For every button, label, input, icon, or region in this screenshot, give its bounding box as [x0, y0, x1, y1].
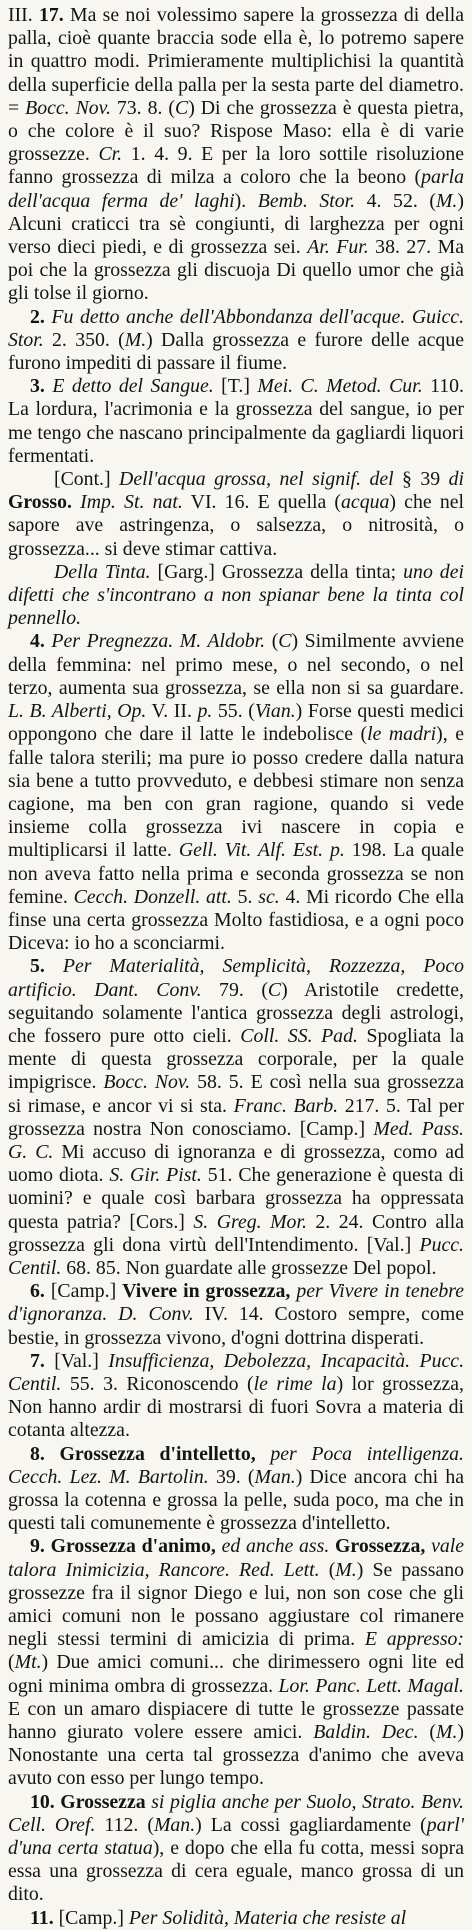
- body-text: (: [418, 1721, 436, 1744]
- italic-text: C: [278, 630, 292, 653]
- body-text: Mi accuso di ignoranza e di grossezza, como ad uomo diota.: [8, 1140, 464, 1187]
- body-text: 2. 24. Contro alla grossezza gli dona virtù dell'Intendimento. [Val.]: [8, 1210, 464, 1256]
- body-text: (: [265, 630, 279, 653]
- body-text: [T.]: [213, 375, 258, 398]
- body-text: ) Dalla grossezza e furore delle acque furono impediti di passare il fiume.: [8, 328, 464, 375]
- body-text: 51. Che generazione è questa di uomini? e quale così barbara grossezza ha oppressata questa patria? [Cors.]: [8, 1164, 464, 1233]
- bold-text: 7.: [30, 1349, 55, 1372]
- dictionary-paragraph: [8, 4, 464, 306]
- body-text: Ma se noi volessimo sapere la grossezza di della palla, cioè quante braccia sode ella è, lo potremo sapere in quattro modi. Primieramente multiplichisi la quantità della superficie della palla per la sesta parte del diametro. =: [8, 4, 465, 119]
- italic-text: per Poca intelligenza. Cecch. Lez. M. Bartolin.: [8, 1442, 464, 1488]
- body-text: ) Alcuni craticci tra sè congiunti, di larghezza per ogni verso dieci piedi, e di grossezza sei.: [8, 189, 464, 259]
- italic-text: Man.: [153, 1813, 196, 1836]
- bold-text: Grosso.: [8, 491, 72, 514]
- body-text: ).: [234, 189, 258, 212]
- italic-text: le madri: [367, 723, 437, 746]
- italic-text: Ar. Fur.: [307, 236, 369, 259]
- italic-text: M.: [124, 328, 147, 351]
- italic-text: Cecch. Donzell. att.: [73, 885, 232, 908]
- body-text: ) Forse questi medici oppongono che dare il latte le indebolisce (: [8, 700, 464, 746]
- italic-text: acqua: [341, 491, 390, 514]
- bold-text: 2.: [30, 305, 52, 328]
- body-text: 68. 85. Non guardate alle grossezze Del popol.: [61, 1256, 437, 1279]
- italic-text: M.: [435, 189, 458, 212]
- body-text: ) Aristotile credette, seguitando solamente l'antica grossezza degli astrologi, che fossero pure otto cieli.: [8, 978, 464, 1047]
- dictionary-paragraph: [8, 1535, 464, 1790]
- body-text: [Cont.]: [54, 468, 120, 491]
- italic-text: Pucc. Centil.: [8, 1233, 464, 1279]
- body-text: 73. 8. (: [110, 96, 175, 119]
- bold-text: Vivere in grossezza,: [122, 1280, 297, 1303]
- dictionary-paragraph: [8, 630, 464, 955]
- italic-text: Man.: [254, 1465, 296, 1488]
- italic-text: C: [267, 978, 282, 1001]
- body-text: ) lor grossezza, Non hanno ardir di mostrarsi di fuori Sovra a materia di cotanta altezza.: [8, 1372, 465, 1442]
- body-text: ) Similmente avviene della femmina: nel primo mese, o nel secondo, o nel terzo, aumenta sua grossezza, se ella non si sa guardare.: [8, 630, 464, 699]
- body-text: 55. (: [212, 700, 255, 723]
- dictionary-paragraph: [8, 375, 464, 468]
- italic-text: parl' d'una certa statua: [8, 1813, 464, 1860]
- italic-text: vale talora Inimicizia, Rancore. Red. Lett.: [8, 1535, 465, 1581]
- dictionary-paragraph: [8, 1907, 464, 1930]
- italic-text: uno dei difetti che s'incontrano a non spianar bene la tinta col pennello.: [8, 560, 464, 630]
- body-text: 39. (: [208, 1465, 255, 1488]
- body-text: § 39: [393, 468, 449, 491]
- italic-text: C: [174, 96, 189, 119]
- body-text: [Val.]: [54, 1349, 109, 1372]
- body-text: 4. 52. (: [355, 189, 436, 212]
- italic-text: di: [448, 468, 464, 491]
- body-text: IV. 14. Costoro sempre, come bestie, in grossezza vivono, d'ogni dottrina disperati.: [8, 1303, 465, 1349]
- italic-text: Dell'acqua grossa, nel signif. del: [119, 468, 394, 491]
- body-text: 2. 350. (: [43, 328, 125, 351]
- italic-text: le rime la: [253, 1372, 337, 1395]
- bold-text: 8. Grossezza d'intelletto,: [30, 1442, 271, 1465]
- body-text: 110. La lordura, l'acrimonia e la grossezza del sangue, io per me tengo che nascano principalmente da gagliardi liquori fermentati.: [8, 375, 464, 467]
- italic-text: Fu detto anche dell'Abbondanza dell'acque. Guicc. Stor.: [8, 305, 465, 351]
- italic-text: M.: [335, 1558, 357, 1581]
- body-text: [Camp.]: [58, 1906, 129, 1929]
- italic-text: Per Solidità, Materia che resiste al: [128, 1906, 407, 1929]
- italic-text: Lor. Panc. Lett. Magal.: [278, 1674, 464, 1697]
- body-text: ) Nonostante una certa tal grossezza d'animo che aveva avuto con esso per lungo tempo.: [8, 1721, 464, 1790]
- body-text: ) Due amici comuni... che dirimessero ogni lite ed ogni minima ombra di grossezza.: [8, 1651, 464, 1697]
- italic-text: Bemb. Stor.: [257, 189, 356, 212]
- body-text: [Garg.] Grossezza della tinta;: [150, 560, 404, 583]
- dictionary-paragraph: [8, 1280, 464, 1350]
- italic-text: M.: [435, 1721, 458, 1744]
- body-text: 5.: [231, 885, 259, 908]
- bold-text: 4.: [30, 630, 52, 653]
- italic-text: Insufficienza, Debolezza, Incapacità. Pucc. Centil.: [8, 1349, 465, 1395]
- body-text: ) Se passano grossezze fra il signor Diego e lui, non son cose che gli amici comuni non le possano aggiustare col rimanere negli stessi termini di amicizia di prima.: [8, 1558, 464, 1651]
- body-text: (: [319, 1558, 336, 1581]
- body-text: V. II.: [146, 700, 198, 723]
- body-text: 4. Mi ricordo Che ella finse una certa grossezza Molto fastidiosa, e a ogni poco Diceva: io ho a sconciarmi.: [8, 885, 465, 955]
- body-text: 79. (: [201, 978, 268, 1001]
- body-text: [72, 491, 80, 513]
- italic-text: E appresso:: [364, 1628, 464, 1651]
- italic-text: parla dell'acqua ferma de' laghi: [8, 166, 464, 212]
- body-text: VI. 16. E quella (: [182, 491, 342, 514]
- body-text: III.: [8, 4, 39, 26]
- italic-text: Coll. SS. Pad.: [240, 1024, 358, 1047]
- italic-text: Med. Pass. G. C.: [8, 1117, 465, 1163]
- italic-text: Per Materialità, Semplicità, Rozzezza, Poco artificio. Dant. Conv.: [8, 955, 465, 1001]
- italic-text: Cr.: [98, 143, 123, 166]
- italic-text: sc.: [258, 885, 280, 908]
- italic-text: S. Gir. Pist.: [109, 1164, 202, 1187]
- body-text: 217. 5. Tal per grossezza nostra Non conosciamo. [Camp.]: [8, 1094, 464, 1140]
- italic-text: Baldin. Dec.: [313, 1721, 419, 1744]
- body-text: 58. 5. E così nella sua grossezza si rimase, e ancor vi si sta.: [8, 1071, 464, 1117]
- italic-text: Franc. Barb.: [233, 1094, 339, 1117]
- body-text: ), e falle talora sterili; ma pure io posso credere dalla natura sia bene a tutto provveduto, e debbesi stimare non senza cagione, ma ben con gran ragione, quando si vede insieme colla grossezza ivi nascere in copia e multiplicarsi il latte.: [8, 723, 464, 862]
- body-text: ) che nel sapore ave astringenza, o salsezza, o nitrosità, o grossezza... si deve stimar cattiva.: [8, 491, 464, 560]
- body-text: (: [8, 1651, 15, 1674]
- italic-text: Per Pregnezza. M. Aldobr.: [51, 630, 266, 653]
- bold-text: Grossezza,: [335, 1535, 432, 1558]
- body-text: 112. (: [95, 1813, 154, 1836]
- dictionary-paragraph: [8, 561, 464, 631]
- bold-text: 6.: [30, 1280, 51, 1303]
- dictionary-paragraph: [8, 306, 464, 376]
- dictionary-paragraph: [8, 1350, 464, 1443]
- body-text: 198. La quale non aveva fatto nella prima e seconda grossezza se non femine.: [8, 839, 465, 908]
- body-text: 38. 27. Ma poi che la grossezza gli discuoja Di quello umor che già gli tolse il giorno.: [8, 236, 464, 305]
- body-text: 1. 4. 9. E per la loro sottile risoluzione fanno grossezza di milza a coloro che la beono (: [8, 143, 465, 189]
- dictionary-paragraph: [8, 468, 464, 561]
- italic-text: S. Greg. Mor.: [193, 1210, 307, 1233]
- body-text: ), e dopo che ella fu cotta, messi sopra essa una grossezza di cera eguale, manco grossa di un dito.: [8, 1837, 464, 1906]
- italic-text: Vian.: [254, 700, 296, 723]
- body-text: ) Dice ancora chi ha grossa la cotenna e grossa la pelle, suda poco, ma che in questi tali comunemente è grossezza d'intelletto.: [8, 1465, 464, 1535]
- bold-text: 5.: [30, 955, 63, 978]
- body-text: Spogliata la mente di questa grossezza corporale, per la quale impigrisce.: [8, 1024, 464, 1094]
- bold-text: 3.: [30, 375, 53, 398]
- italic-text: L. B. Alberti, Op.: [8, 700, 147, 723]
- bold-text: 11.: [30, 1906, 59, 1929]
- italic-text: Della Tinta.: [54, 560, 151, 583]
- body-text: ) La cossi gagliardamente (: [195, 1813, 427, 1836]
- body-text: E con un amaro dispiacere di tutte le grossezze passate hanno giurato volere essere amici.: [8, 1697, 464, 1744]
- bold-text: 9. Grossezza d'animo,: [30, 1535, 222, 1558]
- italic-text: Gell. Vit. Alf. Est. p.: [178, 839, 345, 862]
- italic-text: ed anche ass.: [221, 1535, 330, 1558]
- italic-text: Mei. C. Metod. Cur.: [257, 375, 423, 398]
- italic-text: Mt.: [14, 1651, 42, 1674]
- dictionary-paragraph: [8, 1791, 464, 1907]
- bold-text: 17.: [38, 4, 70, 26]
- body-text: ) Di che grossezza è questa pietra, o che colore è il suo? Rispose Maso: ella è di varie grossezze.: [8, 96, 464, 166]
- italic-text: si piglia anche per Suolo, Strato. Benv. Cell. Oref.: [8, 1790, 464, 1836]
- italic-text: per Vivere in tenebre d'ignoranza. D. Conv.: [8, 1280, 465, 1326]
- bold-text: 10. Grossezza: [30, 1790, 152, 1813]
- dictionary-paragraph: [8, 1443, 464, 1536]
- dictionary-paragraph: [8, 955, 464, 1280]
- body-text: 55. 3. Riconoscendo (: [61, 1372, 254, 1395]
- italic-text: p.: [197, 700, 213, 723]
- italic-text: Bocc. Nov.: [103, 1071, 191, 1094]
- italic-text: Imp. St. nat.: [80, 491, 183, 514]
- italic-text: E detto del Sangue.: [52, 375, 214, 398]
- body-text: [Camp.]: [50, 1280, 123, 1303]
- italic-text: Bocc. Nov.: [25, 96, 111, 119]
